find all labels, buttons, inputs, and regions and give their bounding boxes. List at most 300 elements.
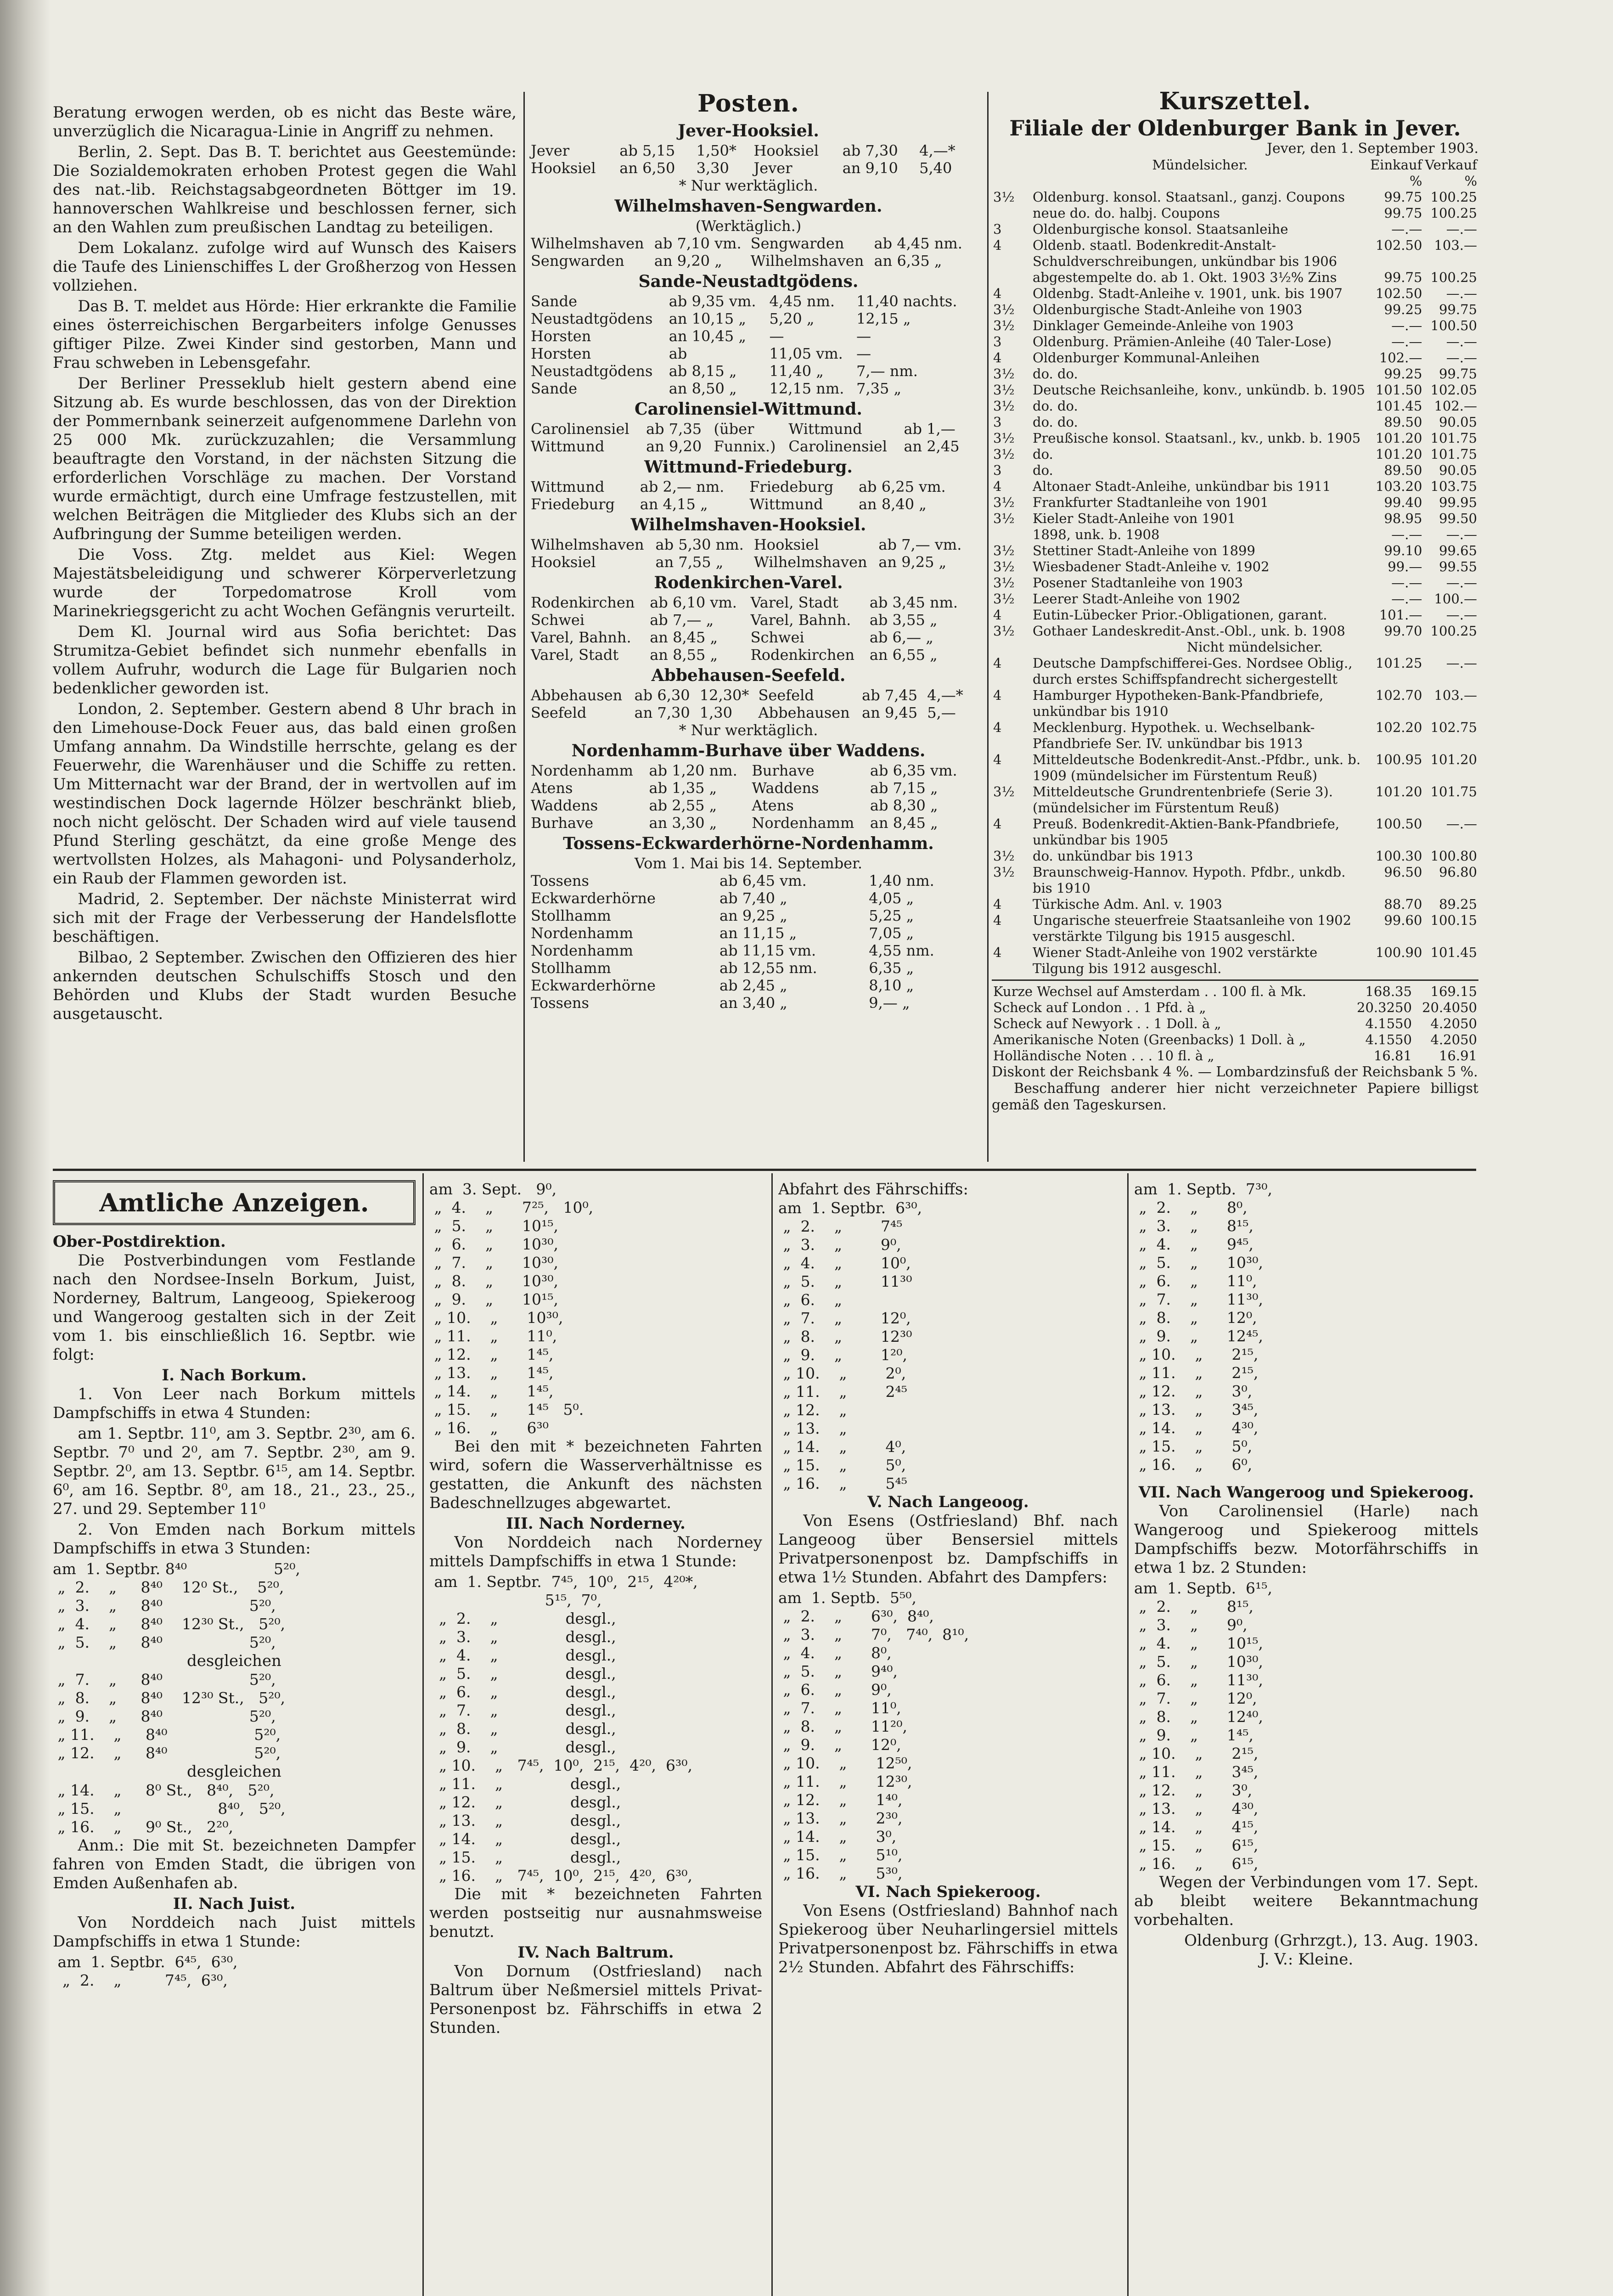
news-paragraph: Bilbao, 2 September. Zwischen den Offizieren des hier ankernden deutschen Schulschiffs Stosch und den Behörden und Klubs der Stadt wurden Besuche ausgetauscht.	[53, 948, 517, 1023]
news-paragraph: Beratung erwogen werden, ob es nicht das Beste wäre, unverzüglich die Nicaragua-Linie in Angriff zu nehmen.	[53, 103, 517, 141]
table-header-row	[992, 173, 1478, 189]
table-row	[992, 527, 1478, 543]
cell: Jever	[531, 142, 570, 159]
cell: 3½	[993, 398, 1015, 414]
cell: an 10,15 „	[669, 310, 746, 327]
cell: Posener Stadtanleihe von 1903	[1033, 575, 1243, 591]
table-row	[992, 446, 1478, 462]
cell: an 6,35 „	[874, 252, 942, 270]
cell: ab 8,30 „	[870, 797, 938, 814]
table-row	[528, 977, 969, 994]
table-row	[992, 945, 1478, 977]
cell: 96.50	[1384, 864, 1422, 880]
cell: Atens	[752, 797, 794, 814]
cell: 99.75	[1384, 270, 1422, 285]
table-row	[992, 816, 1478, 848]
news-paragraph: Das B. T. meldet aus Hörde: Hier erkrankte die Familie eines österreichischen Bergarbeiters infolge Genusses giftiger Pilze. Zwei Kinder sind gestorben, Mann und Frau schweben in Lebensgefahr.	[53, 297, 517, 372]
cell: 5,40	[919, 159, 952, 177]
schedule-lines: am 1. Septbr. 8⁴⁰ 5²⁰, „ 2. „ 8⁴⁰ 12⁰ St., 5²⁰, „ 3. „ 8⁴⁰ 5²⁰, „ 4. „ 8⁴⁰ 12³⁰ St., 5²⁰, „ 5. „ 8⁴⁰ 5²⁰,	[53, 1560, 300, 1651]
cell: ab 4,45 nm.	[874, 235, 962, 252]
cell: ab 1,20 nm.	[649, 762, 737, 779]
cell: 1,40 nm.	[869, 872, 934, 889]
cell: 100.95	[1375, 752, 1422, 767]
sell-header: Verkauf	[1425, 157, 1477, 173]
cell: an 8,45 „	[650, 629, 718, 646]
section-heading: III. Nach Norderney.	[506, 1514, 686, 1533]
table-row	[992, 784, 1478, 816]
cell: Wiesbadener Stadt-Anleihe v. 1902	[1033, 559, 1270, 574]
table-row	[992, 478, 1478, 495]
cell: ab 2,45 „	[719, 977, 787, 994]
cell: Altonaer Stadt-Anleihe, unkündbar bis 1911	[1033, 478, 1331, 494]
cell: Rodenkirchen	[750, 646, 854, 664]
schedule-lines: am 3. Sept. 9⁰, „ 4. „ 7²⁵, 10⁰, „ 5. „ 10¹⁵, „ 6. „ 10³⁰, „ 7. „ 10³⁰, „ 8. „ 10³⁰, „ 9. „ 10¹⁵, „ 10. „ 10³⁰, „ 11. „ 11⁰, „ 12. „ 1⁴⁵, „ 13. „ 1⁴⁵, „ 14. „ 1⁴⁵, „ 15. „ 1⁴⁵ 5⁰. „ 16. „ 6³⁰	[429, 1180, 594, 1437]
cell: 12,15 nm.	[769, 380, 844, 397]
intro-paragraph: Die Postverbindungen vom Festlande nach den Nordsee-Inseln Borkum, Juist, Norderney, Baltrum, Langeoog, Spiekeroog und Wangeroog gestalten sich in der Zeit vom 1. bis einschließlich 16. Septbr. wie folgt:	[53, 1251, 416, 1364]
section-divider	[53, 1169, 1476, 1171]
cell: 101.45	[1375, 398, 1422, 414]
table-header-row	[992, 639, 1478, 655]
percent-header: %	[1464, 173, 1477, 189]
table-row	[528, 994, 969, 1012]
cell: ab 8,15 „	[669, 362, 737, 380]
timetable	[528, 142, 969, 177]
percent-header: %	[1409, 173, 1422, 189]
cell: an 9,25 „	[878, 553, 947, 571]
divider	[992, 979, 1478, 981]
diskont-note: Diskont der Reichsbank 4 %. — Lombardzinsfuß der Reichsbank 5 %.	[992, 1064, 1478, 1080]
news-paragraph: Madrid, 2. September. Der nächste Ministerrat wird sich mit der Frage der Verbesserung der Handelsflotte beschäftigen.	[53, 890, 517, 946]
cell: 102.70	[1375, 687, 1422, 703]
table-row	[992, 302, 1478, 318]
table-row	[992, 687, 1478, 720]
table-row	[528, 646, 969, 664]
cell: 4,05 „	[869, 889, 914, 907]
cell: Varel, Bahnh.	[750, 611, 851, 629]
route-title: Tossens-Eckwarderhörne-Nordenhamm.	[563, 834, 934, 853]
cell: 7,35 „	[856, 380, 902, 397]
cell: an 9,20	[646, 438, 702, 455]
table-row	[992, 334, 1478, 350]
cell: 101.45	[1430, 945, 1477, 960]
cell: Türkische Adm. Anl. v. 1903	[1033, 896, 1222, 912]
cell: an 4,15 „	[640, 495, 708, 513]
cell: —	[856, 345, 871, 362]
cell: 4	[993, 896, 1002, 912]
table-row	[992, 984, 1478, 1000]
posten-title: Posten.	[697, 90, 799, 118]
cell: 4	[993, 350, 1002, 366]
cell: —.—	[1391, 221, 1422, 237]
cell: 89.50	[1384, 462, 1422, 478]
cell: 4	[993, 912, 1002, 928]
table-row	[528, 814, 969, 832]
cell	[992, 270, 1031, 286]
schedule-list	[53, 1781, 416, 1836]
timetable	[528, 872, 969, 1012]
cell: Wittmund	[749, 495, 823, 513]
cell: —.—	[1391, 527, 1422, 542]
cell: 99.25	[1384, 302, 1422, 317]
cell: 101.75	[1430, 784, 1477, 799]
schedule-lines: am 1. Septbr. 7⁴⁵, 10⁰, 2¹⁵, 4²⁰*, 5¹⁵, 7⁰, „ 2. „ desgl., „ 3. „ desgl., „ 4. „ desgl., „ 5. „ desgl., „ 6. „ desgl., „ 7. „ desgl., „ 8. „ desgl., „ 9. „ desgl., „ 10. „ 7⁴⁵, 10⁰, 2¹⁵, 4²⁰, 6³⁰, „ 11. „ desgl., „ 12. „ desgl., „ 13. „ desgl., „ 14. „ desgl., „ 15. „ desgl., „ 16. „ 7⁴⁵, 10⁰, 2¹⁵, 4²⁰, 6³⁰,	[434, 1573, 698, 1885]
cell: 102.—	[1379, 350, 1422, 366]
cell: 169.15	[1430, 984, 1477, 999]
beschaffung-note: Beschaffung anderer hier nicht verzeichneter Papiere billigst gemäß den Tageskursen.	[992, 1080, 1478, 1113]
cell: 3½	[993, 366, 1015, 382]
schedule-list	[778, 1199, 1118, 1493]
cell: an 11,15 „	[719, 924, 797, 942]
schedule-list	[1134, 1579, 1478, 1873]
cell: 101.20	[1375, 446, 1422, 462]
cell: 20.3250	[1357, 1000, 1412, 1015]
cell: ab 7,40 „	[719, 889, 787, 907]
cell: 3	[993, 414, 1002, 430]
cell: 3½	[993, 848, 1015, 864]
cell: —.—	[1446, 816, 1477, 832]
cell: 3½	[993, 430, 1015, 446]
cell: 101.20	[1430, 752, 1477, 767]
cell: an 3,40 „	[719, 994, 787, 1012]
cell: Mitteldeutsche Bodenkredit-Anst.-Pfdbr., unk. b. 1909 (mündelsicher im Fürstentum Reuß)	[1033, 752, 1361, 783]
cell: 102.—	[1434, 398, 1477, 414]
cell: Deutsche Dampfschifferei-Ges. Nordsee Oblig., durch erstes Schiffspfandrecht sichergestellt	[1033, 655, 1353, 687]
cell: 3	[993, 462, 1002, 478]
cell: Nordenhamm	[531, 924, 633, 942]
table-row	[528, 495, 969, 513]
cell: 3½	[993, 591, 1015, 607]
cell: Stollhamm	[531, 907, 611, 924]
cell: 99.40	[1384, 495, 1422, 510]
cell: Carolinensiel	[788, 438, 887, 455]
cell: —.—	[1391, 318, 1422, 333]
route-title: Wilhelmshaven-Sengwarden.	[614, 197, 882, 216]
cell: an 8,50 „	[669, 380, 737, 397]
timetable	[528, 594, 969, 664]
table-row	[992, 398, 1478, 414]
table-row	[992, 623, 1478, 639]
paragraph: Von Norddeich nach Norderney mittels Dampfschiffs in etwa 1 Stunde:	[429, 1533, 762, 1570]
table-row	[528, 438, 969, 455]
cell: 99.75	[1439, 302, 1477, 317]
timetable	[528, 420, 969, 455]
cell: Wittmund	[788, 420, 862, 438]
cell: 3,30	[696, 159, 729, 177]
table-row	[992, 318, 1478, 334]
cell: an 6,55 „	[869, 646, 938, 664]
cell: 99.75	[1384, 205, 1422, 221]
route-title: Sande-Neustadtgödens.	[638, 272, 859, 291]
cell: ab 6,— „	[869, 629, 933, 646]
cell: ab 7,30	[842, 142, 898, 159]
cell: 100.50	[1430, 318, 1477, 333]
cell: an 9,45	[862, 704, 918, 721]
cell: 4,45 nm.	[769, 293, 835, 310]
cell: an 9,25 „	[719, 907, 787, 924]
page-gutter-shadow	[0, 0, 51, 2296]
table-row	[992, 1048, 1478, 1064]
cell: 88.70	[1384, 896, 1422, 912]
cell: Tossens	[531, 994, 589, 1012]
news-paragraph: London, 2. September. Gestern abend 8 Uhr brach in den Limehouse-Dock Feuer aus, das bald einen großen Umfang annahm. Da Windstille herrschte, gelang es der Feuerwehr, die Warenhäuser und die Schiffe zu retten. Um Mitternacht war der Brand, der in wertvollen auf im westindischen Dock lagernde Hölzer beschränkt blieb, noch nicht gelöscht. Der Schaden wird auf viele tausend Pfund Sterling geschätzt, da eine große Menge des wertvollsten Holzes, als Mahagoni- und Polysanderholz, ein Raub der Flammen geworden ist.	[53, 700, 517, 888]
table-row	[992, 495, 1478, 511]
cell: Eckwarderhörne	[531, 977, 656, 994]
cell: —.—	[1446, 607, 1477, 623]
cell: 6,35 „	[869, 959, 914, 977]
cell: 4,55 nm.	[869, 942, 934, 959]
cell: 99.50	[1439, 511, 1477, 526]
cell: 3½	[993, 446, 1015, 462]
cell: —.—	[1446, 527, 1477, 542]
cell: ab 5,15	[619, 142, 675, 159]
cell: Dinklager Gemeinde-Anleihe von 1903	[1033, 318, 1294, 333]
cell: ab 12,55 nm.	[719, 959, 817, 977]
cell: 8,10 „	[869, 977, 914, 994]
cell: Gothaer Landeskredit-Anst.-Obl., unk. b. 1908	[1033, 623, 1345, 639]
cell: an 6,50	[619, 159, 675, 177]
cell: an 7,55 „	[655, 553, 724, 571]
cell: Seefeld	[531, 704, 587, 721]
cell: Tossens	[531, 872, 589, 889]
cell: 102.20	[1375, 720, 1422, 735]
table-row	[992, 221, 1478, 237]
cell: an 8,40 „	[858, 495, 927, 513]
paragraph: Von Dornum (Ostfriesland) nach Baltrum über Neßmersiel mittels Privat-Personenpost bz. Fährschiffs in etwa 2 Stunden.	[429, 1962, 762, 2037]
cell: 102.75	[1430, 720, 1477, 735]
cell: ab 6,45 vm.	[719, 872, 807, 889]
cell: Varel, Stadt	[531, 646, 619, 664]
cell: —	[856, 327, 871, 345]
cell: Friedeburg	[531, 495, 615, 513]
cell: 99.55	[1439, 559, 1477, 574]
cell: —.—	[1446, 286, 1477, 301]
cell: —.—	[1391, 334, 1422, 349]
schedule-list	[53, 1953, 416, 1990]
cell: Stollhamm	[531, 959, 611, 977]
table-row	[992, 366, 1478, 382]
table-row	[528, 293, 969, 310]
cell: 101.50	[1375, 382, 1422, 398]
cell: ab 11,15 vm.	[719, 942, 816, 959]
table-row	[992, 414, 1478, 430]
route-title: Nordenhamm-Burhave über Waddens.	[571, 741, 926, 760]
table-row	[528, 159, 969, 177]
cell: Jever	[753, 159, 792, 177]
paragraph: Von Carolinensiel (Harle) nach Wangeroog und Spiekeroog mittels Dampfschiffs bezw. Motorfährschiffs in etwa 1 bz. 2 Stunden:	[1134, 1502, 1478, 1577]
cell: 101.75	[1430, 446, 1477, 462]
table-row	[528, 252, 969, 270]
cell: Schwei	[750, 629, 804, 646]
table-row	[992, 205, 1478, 221]
table-header-row	[992, 157, 1478, 173]
table-row	[992, 350, 1478, 366]
cell: ab 3,45 nm.	[869, 594, 958, 611]
table-row	[528, 536, 969, 553]
cell: Nordenhamm	[531, 762, 633, 779]
schedule-lines: am 1. Septb. 6¹⁵, „ 2. „ 8¹⁵, „ 3. „ 9⁰, „ 4. „ 10¹⁵, „ 5. „ 10³⁰, „ 6. „ 11³⁰, „ 7. „ 12⁰, „ 8. „ 12⁴⁰, „ 9. „ 1⁴⁵, „ 10. „ 2¹⁵, „ 11. „ 3⁴⁵, „ 12. „ 3⁰, „ 13. „ 4³⁰, „ 14. „ 4¹⁵, „ 15. „ 6¹⁵, „ 16. „ 6¹⁵,	[1134, 1579, 1272, 1873]
cell: ab 2,55 „	[649, 797, 717, 814]
cell: 4	[993, 478, 1002, 494]
cell: Scheck auf Newyork . . 1 Doll. à „	[993, 1016, 1221, 1031]
timetable	[528, 293, 969, 397]
kurszettel-title: Kurszettel.	[1159, 87, 1311, 115]
cell: Horsten	[531, 327, 591, 345]
cell: Wittmund	[531, 438, 605, 455]
cell: Oldenburg. konsol. Staatsanl., ganzj. Coupons	[1033, 189, 1345, 205]
cell: ab 9,35 vm.	[669, 293, 756, 310]
cell: 4,—*	[927, 687, 963, 704]
cell: 3½	[993, 623, 1015, 639]
cell: 103.—	[1434, 687, 1477, 703]
paragraph: 1. Von Leer nach Borkum mittels Dampfschiffs in etwa 4 Stunden:	[53, 1385, 416, 1422]
route-title: Jever-Hooksiel.	[678, 121, 819, 141]
category-header: Mündelsicher.	[1152, 157, 1248, 173]
cell: 101.75	[1430, 430, 1477, 446]
cell: Schwei	[531, 611, 585, 629]
table-row	[992, 591, 1478, 607]
cell: ab 3,55 „	[869, 611, 938, 629]
cell: Oldenbg. Stadt-Anleihe v. 1901, unk. bis 1907	[1033, 286, 1343, 301]
cell: 100.25	[1430, 623, 1477, 639]
table-row	[992, 607, 1478, 623]
route-title: Carolinensiel-Wittmund.	[635, 400, 862, 419]
cell: Waddens	[531, 797, 598, 814]
cell: Carolinensiel	[531, 420, 629, 438]
cell: 99.65	[1439, 543, 1477, 558]
cell: 102.50	[1375, 237, 1422, 253]
paragraph: Wegen der Verbindungen vom 17. Sept. ab bleibt weitere Bekanntmachung vorbehalten.	[1134, 1873, 1478, 1929]
table-row	[528, 611, 969, 629]
table-row	[528, 478, 969, 495]
cell: 3½	[993, 189, 1015, 205]
cell: ab 6,25 vm.	[858, 478, 946, 495]
cell: 4	[993, 752, 1002, 767]
cell: an 7,30	[634, 704, 690, 721]
table-row	[528, 327, 969, 345]
cell: do. do.	[1033, 398, 1078, 414]
cell: 103.20	[1375, 478, 1422, 494]
news-paragraph: Dem Lokalanz. zufolge wird auf Wunsch des Kaisers die Taufe des Linienschiffes L der Großherzog von Hessen vollziehen.	[53, 239, 517, 295]
table-row	[528, 310, 969, 327]
route-subtitle: (Werktäglich.)	[695, 217, 802, 235]
cell: 100.25	[1430, 205, 1477, 221]
cell: Neustadtgödens	[531, 362, 653, 380]
schedule-lines: am 1. Septb. 7³⁰, „ 2. „ 8⁰, „ 3. „ 8¹⁵, „ 4. „ 9⁴⁵, „ 5. „ 10³⁰, „ 6. „ 11⁰, „ 7. „ 11³⁰, „ 8. „ 12⁰, „ 9. „ 12⁴⁵, „ 10. „ 2¹⁵, „ 11. „ 2¹⁵, „ 12. „ 3⁰, „ 13. „ 3⁴⁵, „ 14. „ 4³⁰, „ 15. „ 5⁰, „ 16. „ 6⁰,	[1134, 1180, 1272, 1474]
cell: Stettiner Stadt-Anleihe von 1899	[1033, 543, 1255, 558]
section-heading: V. Nach Langeoog.	[867, 1493, 1029, 1511]
cell: 4	[993, 237, 1002, 253]
cell: Hooksiel	[753, 536, 819, 553]
cell: Sande	[531, 380, 578, 397]
cell: Nordenhamm	[752, 814, 854, 832]
section-heading: VI. Nach Spiekeroog.	[855, 1883, 1041, 1901]
news-paragraph: Dem Kl. Journal wird aus Sofia berichtet: Das Strumitza-Gebiet befindet sich nunmehr ebenfalls in vollem Aufruhr, wodurch die Lage für Bulgarien noch bedenklicher geworden ist.	[53, 623, 517, 698]
column-rule	[422, 1173, 424, 2296]
kurszettel-column	[992, 87, 1478, 1166]
wechsel-table	[992, 984, 1478, 1064]
cell: Funnix.)	[714, 438, 776, 455]
table-row	[528, 797, 969, 814]
cell: 3½	[993, 511, 1015, 526]
table-row	[992, 237, 1478, 270]
cell: 90.05	[1439, 462, 1477, 478]
news-paragraph: Der Berliner Presseklub hielt gestern abend eine Sitzung ab. Es wurde beschlossen, das von der Direktion der Pommernbank seinerzeit aufgenommene Darlehn von 25 000 Mk. zurückzuzahlen; die Versammlung beauftragte den Vorstand, in der nächsten Sitzung die erforderlichen Vorschläge zu machen. Der Vorstand wurde ermächtigt, durch eine Umfrage festzustellen, mit welchen Beiträgen die Mitglieder des Klubs sich an der Aufbringung der Summe beteiligen werden.	[53, 374, 517, 543]
cell: 100.50	[1375, 816, 1422, 832]
cell: —.—	[1391, 591, 1422, 607]
amtliche-column-4	[1134, 1180, 1478, 2296]
cell: 102.50	[1375, 286, 1422, 301]
table-row	[992, 511, 1478, 527]
cell	[992, 527, 1031, 543]
amtliche-column-1	[53, 1180, 416, 2296]
cell: 1,50*	[696, 142, 736, 159]
table-row	[992, 382, 1478, 398]
cell: 4	[993, 687, 1002, 703]
cell: 4	[993, 655, 1002, 671]
cell: Mitteldeutsche Grundrentenbriefe (Serie 3). (mündelsicher im Fürstentum Reuß)	[1033, 784, 1333, 816]
cell: 4	[993, 286, 1002, 301]
cell: 11,40 nachts.	[856, 293, 957, 310]
cell	[992, 205, 1031, 221]
route-title: Wilhelmshaven-Hooksiel.	[630, 515, 866, 535]
cell: Hooksiel	[753, 142, 819, 159]
cell: —.—	[1391, 575, 1422, 591]
desgleichen: desgleichen	[187, 1652, 281, 1670]
cell: ab 1,35 „	[649, 779, 717, 797]
cell: an 3,30 „	[649, 814, 717, 832]
kurs-rows-nicht-mundelsicher	[992, 655, 1478, 977]
timetable	[528, 762, 969, 832]
signature-place-date: Oldenburg (Grhrzgt.), 13. Aug. 1903.	[1184, 1931, 1478, 1950]
table-row	[528, 889, 969, 907]
cell: —	[769, 327, 784, 345]
table-row	[528, 762, 969, 779]
cell: 99.—	[1388, 559, 1422, 574]
category-header: Nicht mündelsicher.	[1186, 639, 1323, 655]
cell: 4	[993, 607, 1002, 623]
cell: Frankfurter Stadtanleihe von 1901	[1033, 495, 1269, 510]
paragraph: Bei den mit * bezeichneten Fahrten wird, sofern die Wasserverhältnisse es gestatten, die Ankunft des nächsten Badeschnellzuges abgewartet.	[429, 1437, 762, 1512]
cell: 12,30*	[699, 687, 749, 704]
table-row	[528, 235, 969, 252]
buy-header: Einkauf	[1370, 157, 1422, 173]
cell: ab 7,10 vm.	[654, 235, 742, 252]
cell: Abbehausen	[531, 687, 623, 704]
table-row	[992, 1016, 1478, 1032]
table-row	[528, 959, 969, 977]
paragraph: Von Norddeich nach Juist mittels Dampfschiffs in etwa 1 Stunde:	[53, 1913, 416, 1951]
cell: 99.60	[1384, 912, 1422, 928]
kurs-rows-mundelsicher	[992, 189, 1478, 639]
cell: 98.95	[1384, 511, 1422, 526]
cell: 5,20 „	[769, 310, 815, 327]
cell: 99.75	[1439, 366, 1477, 382]
table-row	[992, 543, 1478, 559]
cell: Neustadtgödens	[531, 310, 653, 327]
news-paragraph: Die Voss. Ztg. meldet aus Kiel: Wegen Majestätsbeleidigung und schwerer Körperverletzung wurde der Torpedomatrose Kroll vom Marinekriegsgericht zu acht Wochen Gefängnis verurteilt.	[53, 546, 517, 620]
cell: 3½	[993, 559, 1015, 574]
column-rule	[1127, 1173, 1129, 2296]
cell: an 10,45 „	[669, 327, 746, 345]
cell: 4	[993, 720, 1002, 735]
kurs-table	[992, 157, 1478, 977]
posten-column	[528, 90, 969, 1164]
route-note: * Nur werktäglich.	[679, 721, 818, 739]
cell: ab 7,— vm.	[878, 536, 962, 553]
schedule-lines: „ 14. „ 8⁰ St., 8⁴⁰, 5²⁰, „ 15. „ 8⁴⁰, 5²⁰, „ 16. „ 9⁰ St., 2²⁰,	[57, 1781, 286, 1836]
cell: ab 5,30 nm.	[655, 536, 744, 553]
cell: Preuß. Bodenkredit-Aktien-Bank-Pfandbriefe, unkündbar bis 1905	[1033, 816, 1340, 848]
